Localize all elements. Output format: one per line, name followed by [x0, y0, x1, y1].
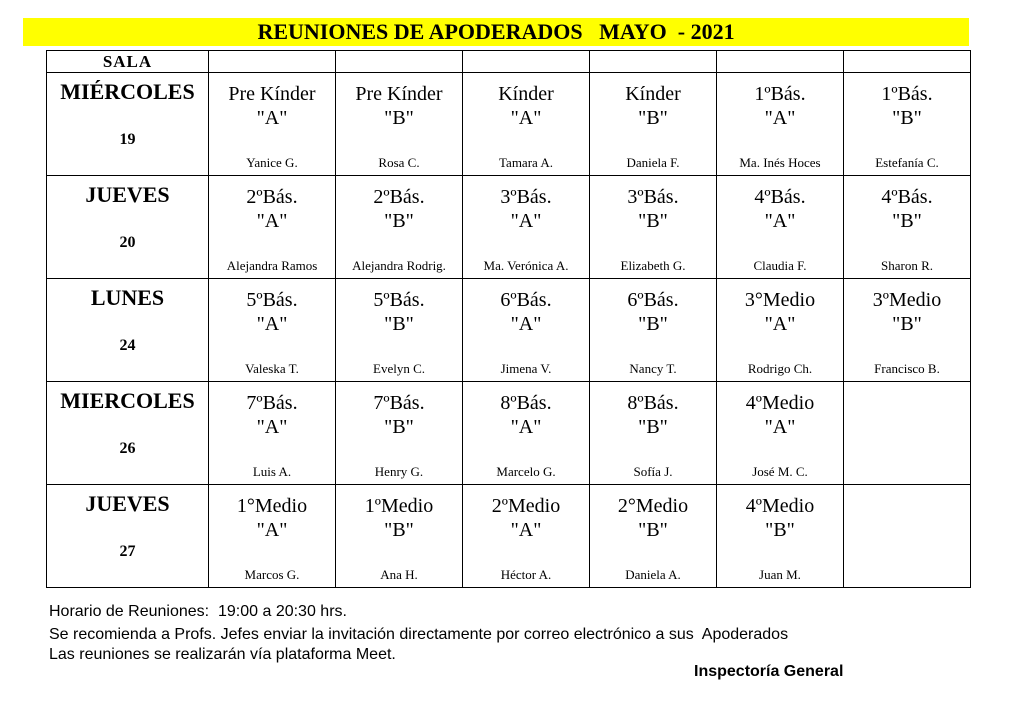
course-label [844, 82, 970, 130]
section-label: "A" [510, 107, 542, 129]
course-cell [463, 485, 590, 588]
course-cell [336, 176, 463, 279]
date-label: 19 [119, 131, 136, 148]
header-cell [463, 51, 590, 73]
grade-label: 2ºMedio [491, 495, 561, 517]
course-label [717, 494, 843, 542]
course-label [844, 288, 970, 336]
teacher-name: Henry G. [374, 464, 424, 479]
grade-label: 7ºBás. [373, 392, 425, 414]
day-label: MIÉRCOLES [60, 79, 195, 104]
course-label [844, 185, 970, 233]
teacher-name: Ana H. [380, 567, 418, 582]
day-label: LUNES [90, 285, 165, 310]
platform-note: Las reuniones se realizarán vía plataforma Meet. [49, 646, 396, 663]
grade-label: 4ºMedio [745, 495, 815, 517]
schedule-row [47, 279, 971, 382]
course-label [463, 82, 589, 130]
teacher-name: Marcelo G. [496, 464, 556, 479]
course-label [590, 288, 716, 336]
course-cell [209, 279, 336, 382]
grade-label: 2ºBás. [246, 186, 298, 208]
grade-label: 5ºBás. [373, 289, 425, 311]
course-cell [590, 73, 717, 176]
teacher-name: Nancy T. [629, 361, 677, 376]
course-cell [336, 73, 463, 176]
grade-label: 1ºBás. [881, 83, 933, 105]
section-label: "A" [256, 519, 288, 541]
course-cell [717, 279, 844, 382]
header-cell [590, 51, 717, 73]
section-label: "A" [764, 107, 796, 129]
section-label: "B" [638, 107, 668, 129]
grade-label: 4ºBás. [881, 186, 933, 208]
section-label: "B" [892, 107, 922, 129]
course-cell [844, 73, 971, 176]
section-label: "A" [510, 519, 542, 541]
section-label: "B" [384, 416, 414, 438]
section-label: "B" [638, 313, 668, 335]
course-label [336, 82, 462, 130]
grade-label: 1°Medio [236, 495, 308, 517]
teacher-name: Héctor A. [500, 567, 552, 582]
course-cell [844, 485, 971, 588]
header-cell [209, 51, 336, 73]
title-banner [23, 18, 969, 46]
header-row [47, 51, 971, 73]
course-label [336, 494, 462, 542]
teacher-name: Evelyn C. [373, 361, 425, 376]
section-label: "B" [892, 313, 922, 335]
course-label [717, 288, 843, 336]
grade-label: Kínder [625, 83, 681, 105]
day-cell [47, 485, 209, 588]
day-cell [47, 73, 209, 176]
teacher-name: Rodrigo Ch. [747, 361, 813, 376]
schedule-table [46, 50, 971, 588]
teacher-name: Sharon R. [881, 258, 933, 273]
section-label: "A" [764, 416, 796, 438]
date-label: 20 [119, 234, 136, 251]
course-cell [209, 176, 336, 279]
section-label: "A" [256, 416, 288, 438]
grade-label: 2ºBás. [373, 186, 425, 208]
teacher-name: Sofía J. [633, 464, 673, 479]
grade-label: 3ºBás. [500, 186, 552, 208]
section-label: "A" [510, 416, 542, 438]
course-cell [590, 485, 717, 588]
grade-label: 8ºBás. [627, 392, 679, 414]
section-label: "B" [384, 210, 414, 232]
day-cell [47, 279, 209, 382]
header-cell [336, 51, 463, 73]
teacher-name: Alejandra Ramos [226, 258, 318, 273]
section-label: "A" [764, 313, 796, 335]
teacher-name: Elizabeth G. [620, 258, 686, 273]
teacher-name: Claudia F. [753, 258, 807, 273]
section-label: "B" [638, 416, 668, 438]
course-label [209, 82, 335, 130]
grade-label: 4ºMedio [745, 392, 815, 414]
course-label [590, 494, 716, 542]
course-label [209, 288, 335, 336]
grade-label: 1ºMedio [364, 495, 434, 517]
grade-label: 2°Medio [617, 495, 689, 517]
day-cell [47, 382, 209, 485]
course-label [336, 391, 462, 439]
teacher-name: Luis A. [252, 464, 292, 479]
grade-label: 6ºBás. [500, 289, 552, 311]
teacher-name: Jimena V. [500, 361, 552, 376]
course-label [209, 185, 335, 233]
day-cell [47, 176, 209, 279]
course-cell [336, 485, 463, 588]
course-label [209, 391, 335, 439]
course-label [463, 391, 589, 439]
course-label [717, 391, 843, 439]
section-label: "B" [638, 519, 668, 541]
grade-label: 3ºMedio [872, 289, 942, 311]
schedule-row [47, 382, 971, 485]
course-cell [844, 176, 971, 279]
teacher-name: Valeska T. [245, 361, 299, 376]
grade-label: 5ºBás. [246, 289, 298, 311]
section-label: "A" [510, 313, 542, 335]
course-cell [717, 176, 844, 279]
course-cell [463, 73, 590, 176]
course-label [590, 185, 716, 233]
course-cell [717, 382, 844, 485]
course-label [463, 288, 589, 336]
course-label [463, 185, 589, 233]
section-label: "B" [384, 313, 414, 335]
schedule-row [47, 73, 971, 176]
section-label: "A" [256, 210, 288, 232]
grade-label: 7ºBás. [246, 392, 298, 414]
grade-label: Pre Kínder [355, 83, 443, 105]
grade-label: 8ºBás. [500, 392, 552, 414]
course-cell [336, 279, 463, 382]
section-label: "B" [892, 210, 922, 232]
teacher-name: Alejandra Rodrig. [352, 258, 446, 273]
teacher-name: Daniela F. [626, 155, 680, 170]
course-label [590, 82, 716, 130]
date-label: 27 [119, 543, 136, 560]
teacher-name: José M. C. [752, 464, 808, 479]
course-cell [590, 279, 717, 382]
grade-label: Pre Kínder [228, 83, 316, 105]
sala-header: SALA [47, 51, 209, 73]
meeting-hours-note: Horario de Reuniones: 19:00 a 20:30 hrs. [49, 603, 347, 620]
course-cell [463, 279, 590, 382]
section-label: "B" [638, 210, 668, 232]
teacher-name: Marcos G. [244, 567, 300, 582]
grade-label: 6ºBás. [627, 289, 679, 311]
course-label [590, 391, 716, 439]
grade-label: 3ºBás. [627, 186, 679, 208]
teacher-name: Tamara A. [499, 155, 553, 170]
course-cell [844, 279, 971, 382]
section-label: "A" [510, 210, 542, 232]
date-label: 26 [119, 440, 136, 457]
course-cell [590, 176, 717, 279]
course-label [717, 82, 843, 130]
course-label [463, 494, 589, 542]
grade-label: Kínder [498, 83, 554, 105]
date-label: 24 [119, 337, 136, 354]
teacher-name: Daniela A. [625, 567, 681, 582]
grade-label: 4ºBás. [754, 186, 806, 208]
course-cell [209, 382, 336, 485]
course-cell [844, 382, 971, 485]
section-label: "A" [256, 107, 288, 129]
course-cell [336, 382, 463, 485]
course-label [209, 494, 335, 542]
teacher-name: Juan M. [759, 567, 801, 582]
course-cell [590, 382, 717, 485]
day-label: JUEVES [85, 182, 170, 207]
section-label: "B" [384, 519, 414, 541]
teacher-name: Yanice G. [246, 155, 298, 170]
course-label [336, 185, 462, 233]
grade-label: 1ºBás. [754, 83, 806, 105]
teacher-name: Ma. Verónica A. [483, 258, 569, 273]
day-label: MIERCOLES [60, 388, 195, 413]
page-title: REUNIONES DE APODERADOS MAYO - 2021 [257, 19, 735, 44]
course-cell [463, 176, 590, 279]
schedule-row [47, 176, 971, 279]
section-label: "B" [765, 519, 795, 541]
schedule-row [47, 485, 971, 588]
course-cell [717, 485, 844, 588]
course-label [717, 185, 843, 233]
section-label: "B" [384, 107, 414, 129]
course-cell [209, 73, 336, 176]
section-label: "A" [764, 210, 796, 232]
teacher-name: Francisco B. [874, 361, 940, 376]
section-label: "A" [256, 313, 288, 335]
header-cell [844, 51, 971, 73]
invitation-note: Se recomienda a Profs. Jefes enviar la invitación directamente por correo electrónico a sus Apoderados [49, 626, 789, 643]
signature: Inspectoría General [694, 663, 844, 680]
teacher-name: Estefanía C. [875, 155, 939, 170]
course-cell [463, 382, 590, 485]
grade-label: 3°Medio [744, 289, 816, 311]
teacher-name: Ma. Inés Hoces [739, 155, 821, 170]
course-cell [209, 485, 336, 588]
day-label: JUEVES [85, 491, 170, 516]
course-cell [717, 73, 844, 176]
teacher-name: Rosa C. [378, 155, 420, 170]
header-cell [717, 51, 844, 73]
course-label [336, 288, 462, 336]
